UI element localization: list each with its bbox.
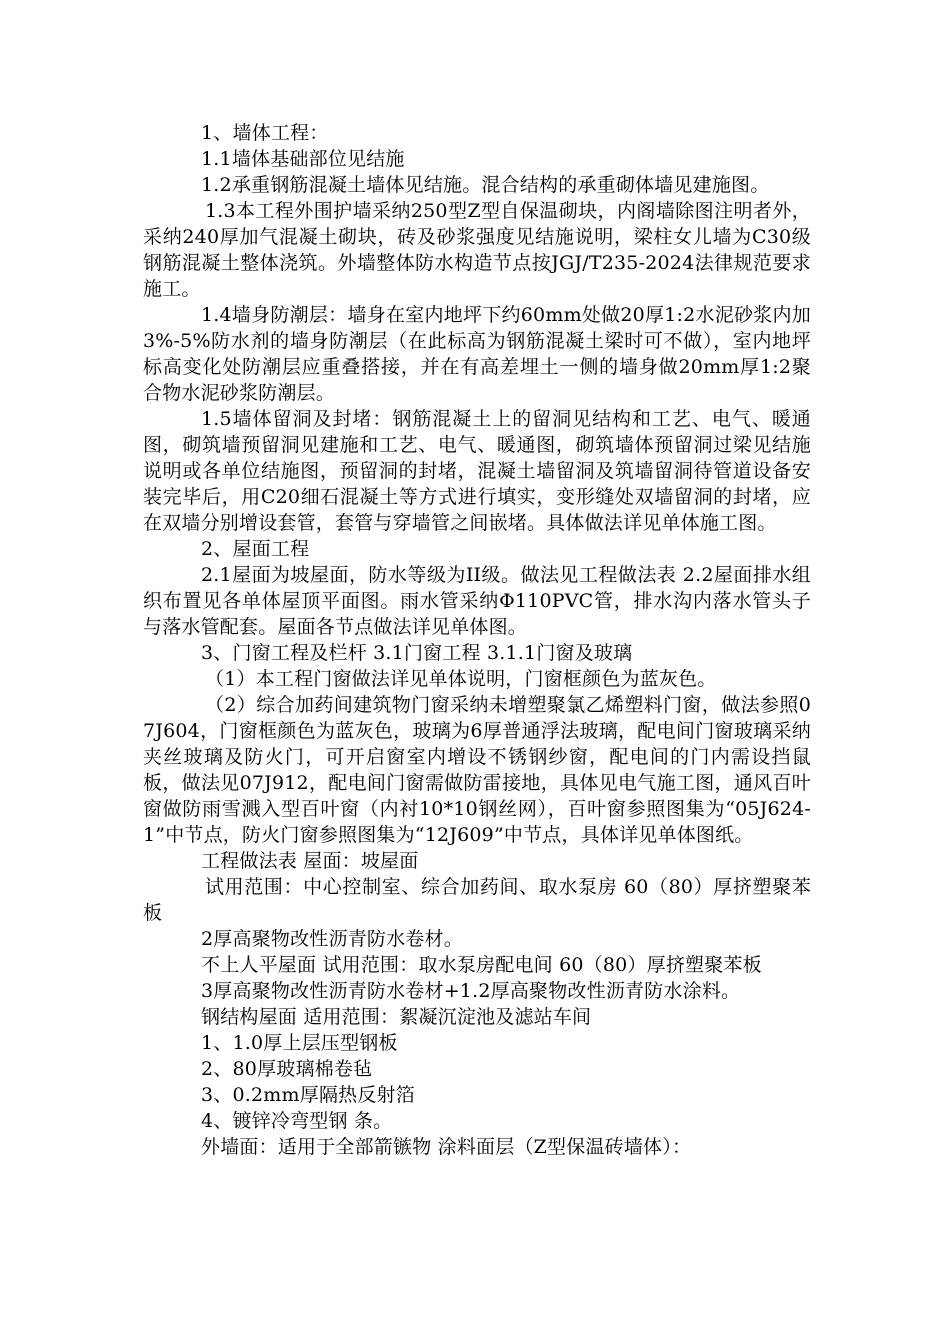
paragraph-doors-2: （2）综合加药间建筑物门窗采纳未增塑聚氯乙烯塑料门窗，做法参照07J604，门窗框颜色为蓝灰色，玻璃为6厚普通浮法玻璃，配电间门窗玻璃采纳夹丝玻璃及防火门，可开启窗室内增设不锈钢纱窗，配电间的门内需设挡鼠板，做法见07J912，配电间门窗需做防雷接地，具体见电气施工图，通风百叶窗做防雨雪溅入型百叶窗（内衬10*10钢丝网），百叶窗参照图集为“05J624-1”中节点，防火门窗参照图集为“12J609”中节点，具体详见单体图纸。 — [143, 694, 811, 846]
paragraph-1-5: 1.5墙体留洞及封堵：钢筋混凝土上的留洞见结构和工艺、电气、暖通图，砌筑墙预留洞见建施和工艺、电气、暖通图，砌筑墙体预留洞过梁见结施说明或各单位结施图，预留洞的封堵，混凝土墙留洞及筑墙留洞待管道设备安装完毕后，用C20细石混凝土等方式进行填实，变形缝处双墙留洞的封堵，应在双墙分别增设套管，套管与穿墙管之间嵌堵。具体做法详见单体施工图。 — [143, 408, 811, 534]
heading-roof-works: 2、屋面工程 — [201, 538, 310, 560]
paragraph-1-4: 1.4墙身防潮层：墙身在室内地坪下约60mm处做20厚1:2水泥砂浆内加3%-5%防水剂的墙身防潮层（在此标高为钢筋混凝土梁时可不做），室内地坪标高变化处防潮层应重叠搭接，并在有高差埋土一侧的墙身做20mm厚1:2聚合物水泥砂浆防潮层。 — [143, 304, 811, 404]
paragraph-doors-1: （1）本工程门窗做法详见单体说明，门窗框颜色为蓝灰色。 — [205, 668, 717, 690]
paragraph-2-1: 2.1屋面为坡屋面，防水等级为II级。做法见工程做法表 2.2屋面排水组织布置见各单体屋顶平面图。雨水管采纳Φ110PVC管，排水沟内落水管头子与落水管配套。屋面各节点做法详见单体图。 — [143, 564, 811, 638]
paragraph-exterior-wall: 外墙面：适用于全部箭镞物 涂料面层（Z型保温砖墙体）： — [201, 1136, 692, 1158]
paragraph-roof-membrane-1: 2厚高聚物改性沥青防水卷材。 — [201, 928, 463, 950]
paragraph-1-3: 1.3本工程外围护墙采纳250型Z型自保温砌块，内阁墙除图注明者外，采纳240厚加气混凝土砌块，砖及砂浆强度见结施说明，梁柱女儿墙为C30级钢筋混凝土整体浇筑。外墙整体防水构造节点按JGJ/T235-2024法律规范要求施工。 — [143, 200, 811, 300]
heading-practice-table: 工程做法表 屋面：坡屋面 — [201, 850, 419, 872]
list-item-2: 2、80厚玻璃棉卷毡 — [201, 1058, 373, 1080]
paragraph-steel-roof: 钢结构屋面 适用范围：絮凝沉淀池及滤站车间 — [201, 1006, 592, 1028]
document-body — [143, 120, 811, 1160]
paragraph-roof-scope-1: 试用范围：中心控制室、综合加药间、取水泵房 60（80）厚挤塑聚苯板 — [143, 876, 811, 924]
paragraph-roof-membrane-2: 3厚高聚物改性沥青防水卷材+1.2厚高聚物改性沥青防水涂料。 — [201, 980, 741, 1002]
list-item-4: 4、镀锌冷弯型钢 条。 — [201, 1110, 393, 1132]
list-item-1: 1、1.0厚上层压型钢板 — [201, 1032, 398, 1054]
paragraph-flat-roof: 不上人平屋面 试用范围：取水泵房配电间 60（80）厚挤塑聚苯板 — [201, 954, 762, 976]
paragraph-1-2: 1.2承重钢筋混凝土墙体见结施。混合结构的承重砌体墙见建施图。 — [201, 174, 770, 196]
heading-wall-works: 1、墙体工程： — [201, 122, 329, 144]
paragraph-1-1: 1.1墙体基础部位见结施 — [201, 148, 405, 170]
heading-doors-windows: 3、门窗工程及栏杆 3.1门窗工程 3.1.1门窗及玻璃 — [201, 642, 633, 664]
list-item-3: 3、0.2mm厚隔热反射箔 — [201, 1084, 415, 1106]
